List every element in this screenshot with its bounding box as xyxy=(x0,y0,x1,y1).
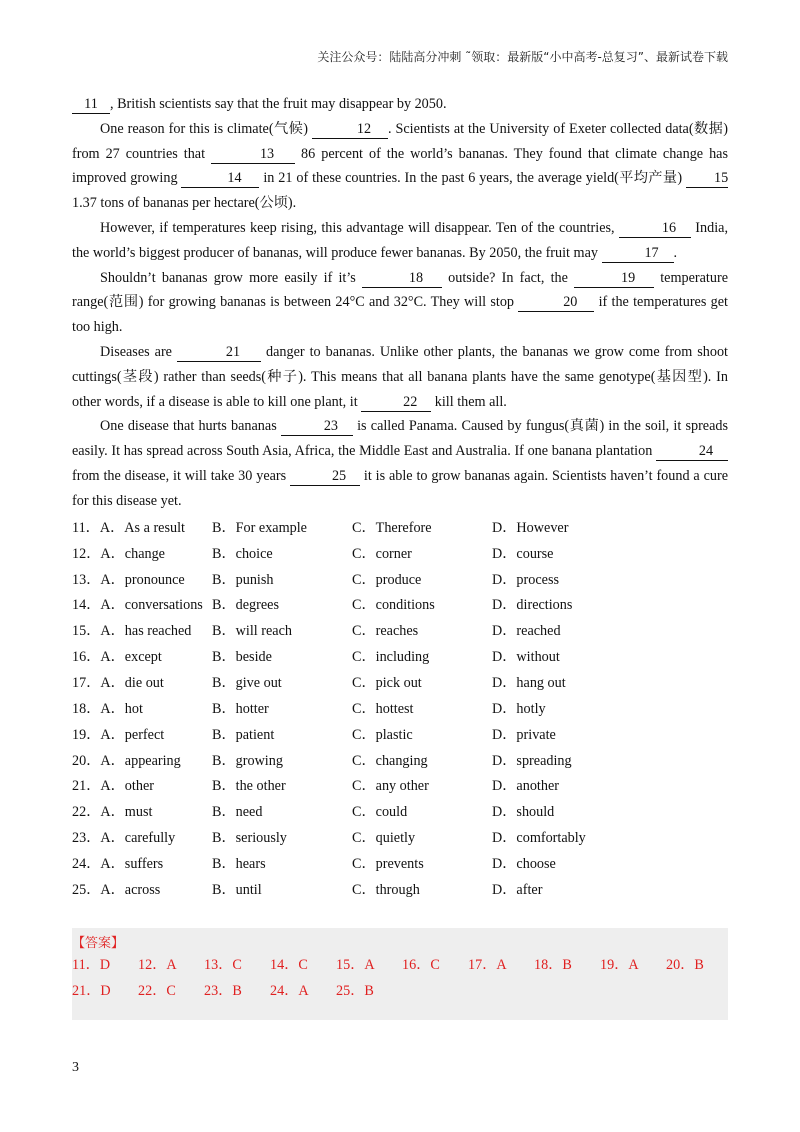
blank-14: 14 xyxy=(181,169,259,188)
option-a: 17．A．die out xyxy=(72,674,164,691)
option-c: C．Therefore xyxy=(352,519,432,536)
answer-item: 16．C xyxy=(402,957,440,973)
option-b: B．degrees xyxy=(212,597,279,614)
option-row xyxy=(72,876,728,902)
option-row xyxy=(72,514,728,540)
text: is called Panama. Caused by fungus(真菌) in the soil, it spreads easily. It has spread across South Asia, Africa, the Middle East and Australia. If one banana plantation xyxy=(72,418,728,460)
text: kill them all. xyxy=(431,393,507,410)
text: temperature range(范围) for growing bananas is between 24°C and 32°C. They will stop xyxy=(72,269,728,311)
option-d: D．process xyxy=(492,571,559,588)
option-b: B．the other xyxy=(212,778,286,795)
option-d: D．spreading xyxy=(492,752,572,769)
option-a: 11．A．As a result xyxy=(72,519,185,536)
option-a: 25．A．across xyxy=(72,881,161,898)
blank-15: 15 xyxy=(686,169,728,188)
option-d: D．after xyxy=(492,881,543,898)
answer-item: 11．D xyxy=(72,957,111,973)
blank-23: 23 xyxy=(281,417,353,436)
option-b: B．growing xyxy=(212,752,283,769)
option-c: C．produce xyxy=(352,571,422,588)
answer-item: 14．C xyxy=(270,957,308,973)
option-b: B．punish xyxy=(212,571,274,588)
option-a: 15．A．has reached xyxy=(72,623,192,640)
blank-11: 11 xyxy=(72,95,110,114)
option-row xyxy=(72,695,728,721)
answer-item: 13．C xyxy=(204,957,242,973)
option-row xyxy=(72,798,728,824)
option-b: B．need xyxy=(212,804,263,821)
paragraph-5 xyxy=(72,340,728,414)
option-a: 14．A．conversations xyxy=(72,597,203,614)
option-row xyxy=(72,617,728,643)
option-row xyxy=(72,772,728,798)
option-a: 16．A．except xyxy=(72,649,162,666)
option-c: C．prevents xyxy=(352,855,424,872)
cloze-passage xyxy=(72,92,728,514)
answer-title: 【答案】 xyxy=(72,936,125,951)
blank-16: 16 xyxy=(619,219,691,238)
option-b: B．beside xyxy=(212,649,272,666)
paragraph-2 xyxy=(72,117,728,216)
text: India, the world’s biggest producer of bananas, will produce fewer bananas. By 2050, the fruit may xyxy=(72,219,728,261)
blank-21: 21 xyxy=(177,343,261,362)
answer-key-box xyxy=(72,928,728,1020)
option-a: 21．A．other xyxy=(72,778,154,795)
option-row xyxy=(72,566,728,592)
text: One reason for this is climate(气候) xyxy=(100,120,312,137)
option-a: 24．A．suffers xyxy=(72,855,164,872)
blank-20: 20 xyxy=(518,293,594,312)
option-c: C．plastic xyxy=(352,726,413,743)
option-d: D．hang out xyxy=(492,674,566,691)
answer-item: 17．A xyxy=(468,957,507,973)
text: if the temperatures get too high. xyxy=(72,294,728,336)
text: , British scientists say that the fruit may disappear by 2050. xyxy=(110,96,447,112)
option-d: D．without xyxy=(492,649,560,666)
option-a: 19．A．perfect xyxy=(72,726,165,743)
text: However, if temperatures keep rising, this advantage will disappear. Ten of the countries, xyxy=(100,219,619,236)
option-row xyxy=(72,592,728,618)
option-b: B．seriously xyxy=(212,830,287,847)
blank-24: 24 xyxy=(656,442,728,461)
option-d: D．choose xyxy=(492,855,556,872)
option-c: C．any other xyxy=(352,778,429,795)
text: Shouldn’t bananas grow more easily if it’s xyxy=(100,269,362,286)
text: One disease that hurts bananas xyxy=(100,418,281,435)
text: in 21 of these countries. In the past 6 years, the average yield(平均产量) xyxy=(259,170,686,187)
paragraph-6 xyxy=(72,414,728,513)
option-c: C．pick out xyxy=(352,674,422,691)
paragraph-1 xyxy=(72,92,728,117)
answer-item: 24．A xyxy=(270,983,309,999)
option-row xyxy=(72,824,728,850)
answer-item: 20．B xyxy=(666,957,704,973)
option-b: B．hotter xyxy=(212,700,269,717)
option-b: B．give out xyxy=(212,674,282,691)
option-d: D．hotly xyxy=(492,700,546,717)
text: outside? In fact, the xyxy=(442,269,575,286)
option-c: C．hottest xyxy=(352,700,414,717)
option-b: B．hears xyxy=(212,855,266,872)
text: 1.37 tons of bananas per hectare(公顷). xyxy=(72,195,297,212)
option-a: 18．A．hot xyxy=(72,700,143,717)
option-b: B．until xyxy=(212,881,262,898)
option-a: 12．A．change xyxy=(72,545,165,562)
option-d: D．reached xyxy=(492,623,561,640)
blank-18: 18 xyxy=(362,269,442,288)
option-a: 23．A．carefully xyxy=(72,830,176,847)
option-b: B．will reach xyxy=(212,623,292,640)
option-c: C．corner xyxy=(352,545,412,562)
option-row xyxy=(72,747,728,773)
blank-17: 17 xyxy=(602,244,674,263)
answer-item: 15．A xyxy=(336,957,375,973)
text: Diseases are xyxy=(100,343,177,360)
option-b: B．patient xyxy=(212,726,275,743)
answer-item: 21．D xyxy=(72,983,111,999)
blank-19: 19 xyxy=(574,269,654,288)
option-b: B．For example xyxy=(212,519,307,536)
answer-item: 23．B xyxy=(204,983,242,999)
option-d: D．comfortably xyxy=(492,830,586,847)
paragraph-3 xyxy=(72,216,728,266)
answer-item: 18．B xyxy=(534,957,572,973)
answer-item: 19．A xyxy=(600,957,639,973)
blank-12: 12 xyxy=(312,120,388,139)
page-header: 关注公众号：陆陆高分冲刺 ˜领取：最新版“小中高考-总复习”、最新试卷下载 xyxy=(317,50,728,64)
option-c: C．including xyxy=(352,649,430,666)
option-a: 13．A．pronounce xyxy=(72,571,185,588)
option-d: D．directions xyxy=(492,597,573,614)
paragraph-4 xyxy=(72,266,728,340)
option-c: C．changing xyxy=(352,752,428,769)
option-d: D．another xyxy=(492,778,559,795)
option-c: C．quietly xyxy=(352,830,416,847)
text: it is able to grow bananas again. Scientists haven’t found a cure for this disease yet. xyxy=(72,467,728,509)
blank-13: 13 xyxy=(211,145,295,164)
text: . Scientists at the University of Exeter collected data(数据) from 27 countries that xyxy=(72,120,728,162)
text: 86 percent of the world’s bananas. They found that climate change has improved growing xyxy=(72,145,729,187)
option-d: D．course xyxy=(492,545,554,562)
option-d: D．However xyxy=(492,519,569,536)
answer-item: 25．B xyxy=(336,983,374,999)
answer-options xyxy=(72,514,728,902)
blank-25: 25 xyxy=(290,467,360,486)
text: danger to bananas. Unlike other plants, the bananas we grow come from shoot cuttings(茎段) rather than seeds(种子). This means that all banana plants have the same genotype(基因型). In other words, if a disease is able to kill one plant, it xyxy=(72,343,728,410)
text: from the disease, it will take 30 years xyxy=(72,467,291,484)
page-number: 3 xyxy=(72,1060,79,1075)
option-c: C．conditions xyxy=(352,597,435,614)
option-row xyxy=(72,850,728,876)
option-d: D．private xyxy=(492,726,556,743)
option-row xyxy=(72,643,728,669)
option-c: C．through xyxy=(352,881,420,898)
answer-item: 22．C xyxy=(138,983,176,999)
option-a: 20．A．appearing xyxy=(72,752,181,769)
option-row xyxy=(72,669,728,695)
option-a: 22．A．must xyxy=(72,804,153,821)
option-b: B．choice xyxy=(212,545,273,562)
option-c: C．reaches xyxy=(352,623,419,640)
option-row xyxy=(72,540,728,566)
option-row xyxy=(72,721,728,747)
option-d: D．should xyxy=(492,804,555,821)
option-c: C．could xyxy=(352,804,408,821)
answer-item: 12．A xyxy=(138,957,177,973)
text: . xyxy=(673,244,678,261)
blank-22: 22 xyxy=(361,393,431,412)
